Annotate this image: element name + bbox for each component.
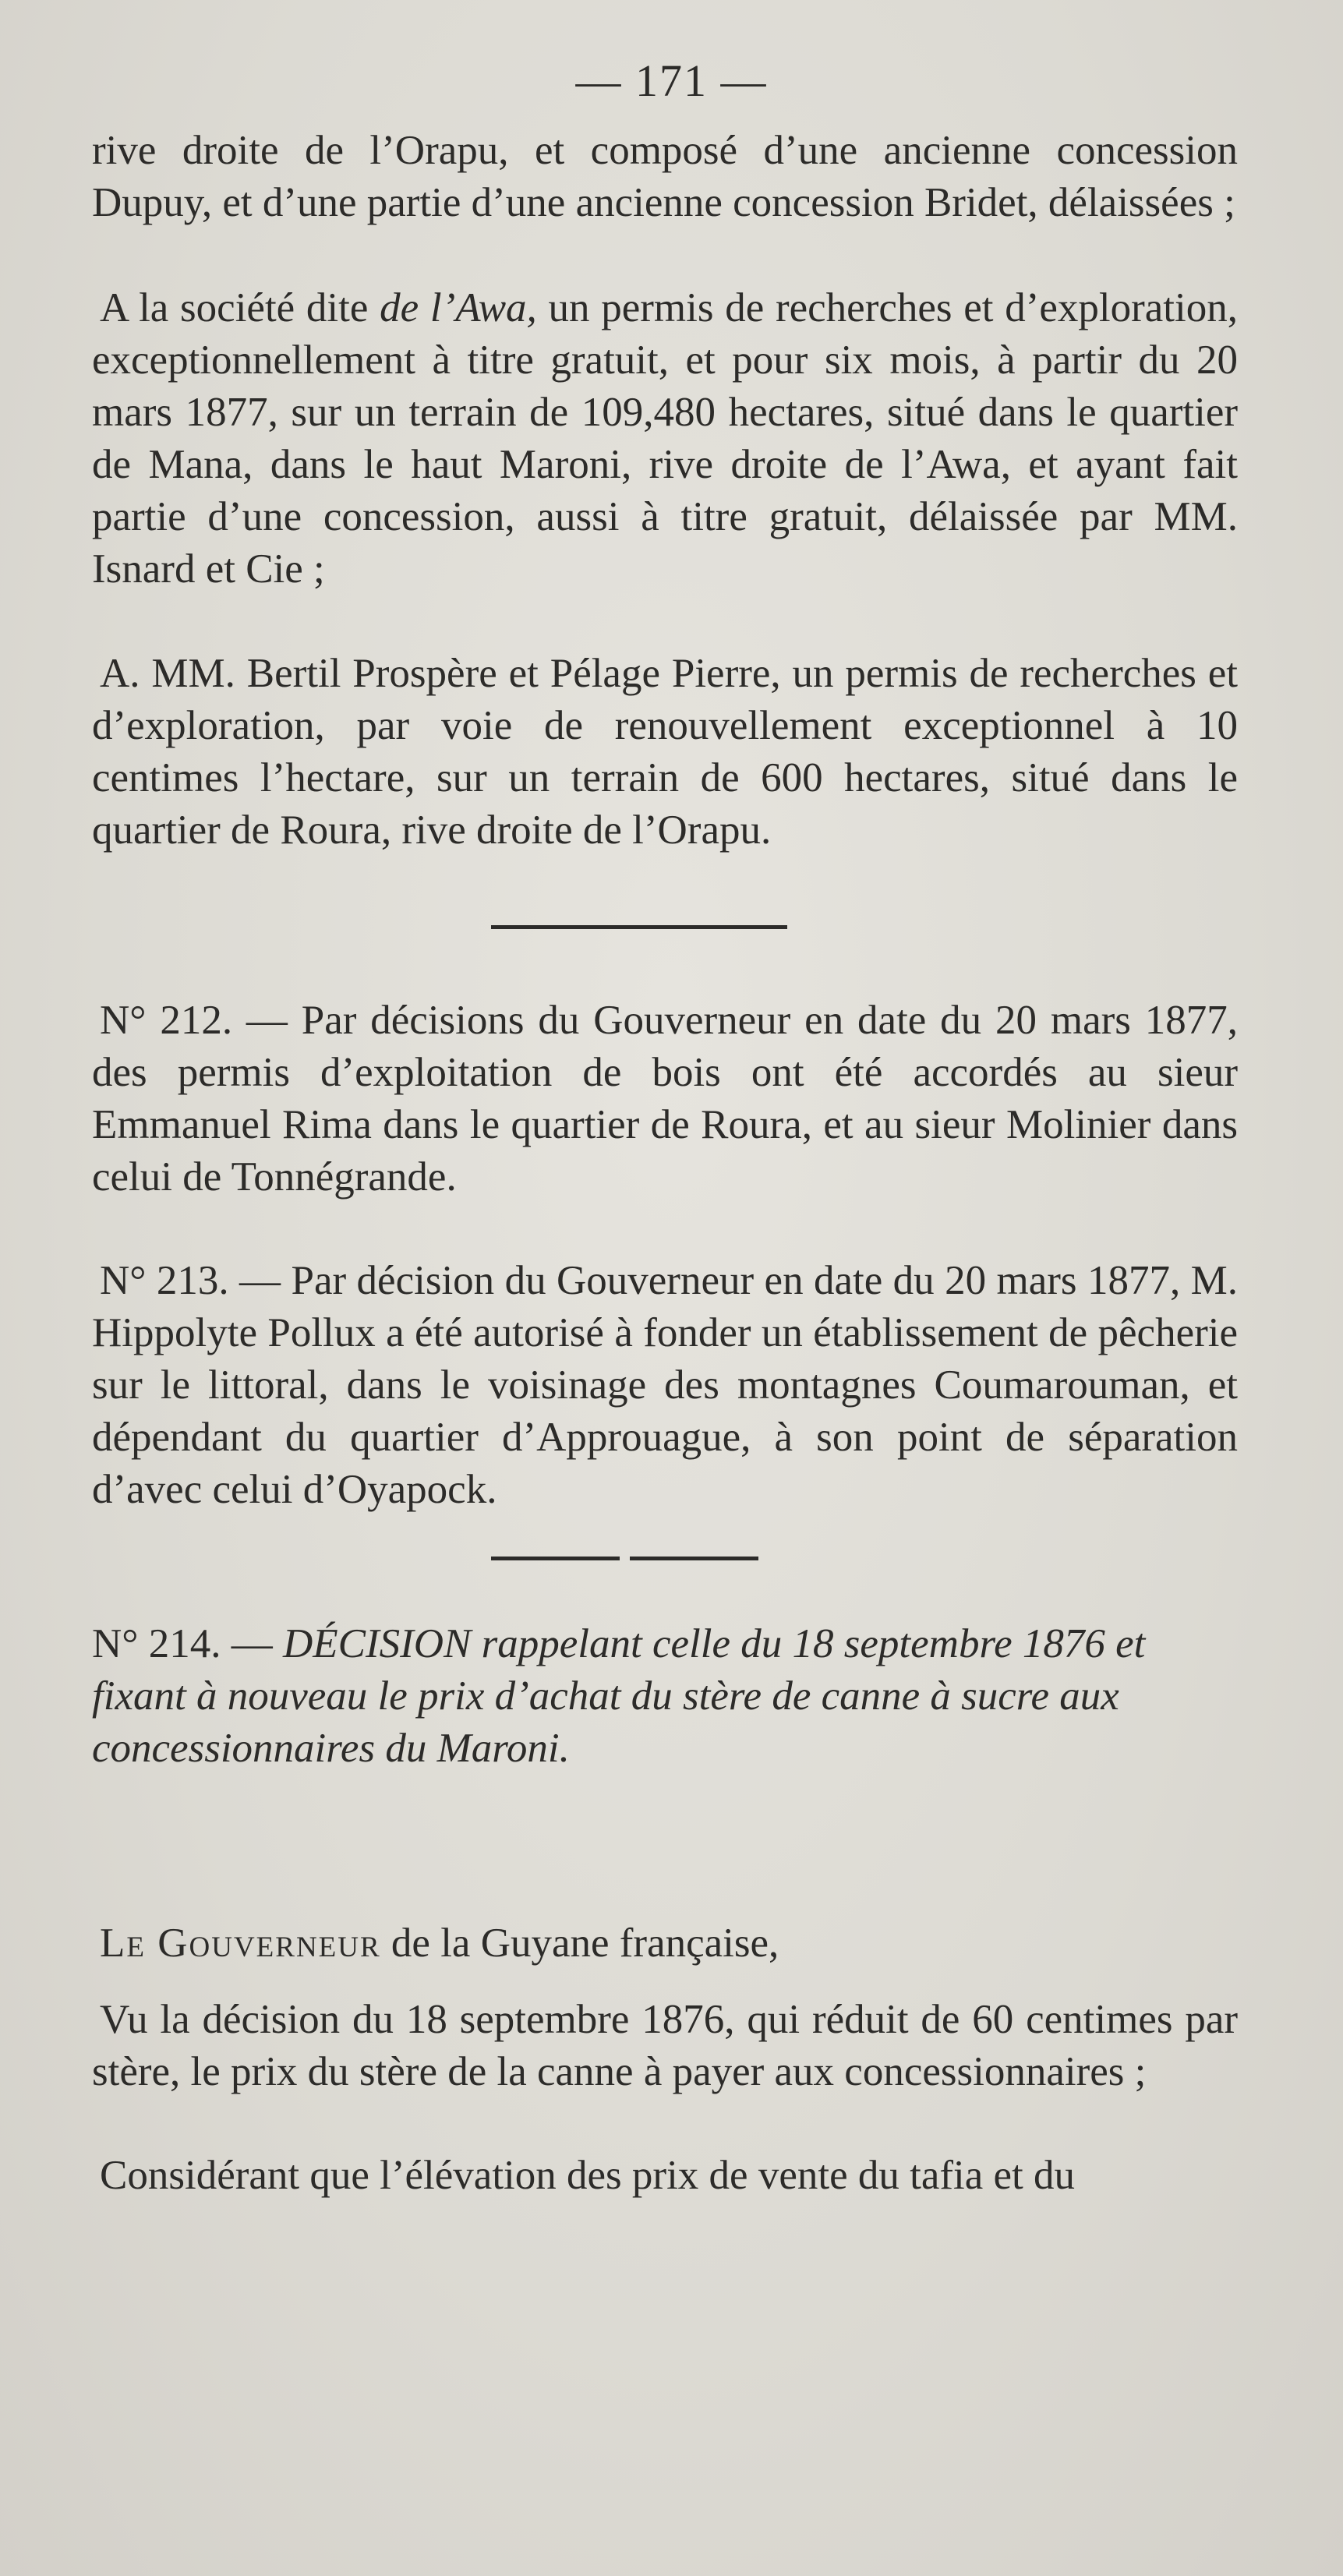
paragraph-awa-body: un permis de recherches et d’exploration, exceptionnellement à titre gratuit, et pour six mois, à partir du 20 mars 1877, sur un terrain de 109,480 hectares, situé dans le quartier de Mana, dans le haut Maroni, rive droite de l’Awa, et ayant fait partie d’une concession, aussi à titre gratuit, délaissée par MM. Isnard et Cie ; <box>92 285 1238 592</box>
section-divider <box>491 925 787 929</box>
paragraph-212: N° 212. — Par décisions du Gouverneur en date du 20 mars 1877, des permis d’exploitation de bois ont été accordés au sieur Emmanuel Rima dans le quartier de Roura, et au sieur Molinier dans celui de Tonnégrande. <box>92 998 1238 1200</box>
section-divider-left <box>491 1557 620 1560</box>
paragraph-vu: Vu la décision du 18 septembre 1876, qui réduit de 60 centimes par stère, le prix du stère de la canne à payer aux concessionnaires ; <box>92 1997 1238 2094</box>
paragraph-continuation: rive droite de l’Orapu, et composé d’une ancienne concession Dupuy, et d’une partie d’une ancienne concession Bridet, délaissées ; <box>92 128 1238 225</box>
decision-number: N° 214. — <box>92 1621 283 1666</box>
paragraph-awa-lead: A la société dite <box>100 285 380 330</box>
paragraph-considerant: Considérant que l’élévation des prix de vente du tafia et du <box>100 2153 1075 2198</box>
decision-title: DÉCISION rappelant celle du 18 septembre 1876 et fixant à nouveau le prix d’achat du stère de canne à sucre aux concessionnaires du Maroni. <box>92 1621 1146 1771</box>
paragraph-awa-name: de l’Awa, <box>380 285 537 330</box>
paragraph-bertil-pelage: A. MM. Bertil Prospère et Pélage Pierre, un permis de recherches et d’exploration, par voie de renouvellement exceptionnel à 10 centimes l’hectare, sur un terrain de 600 hectares, situé dans le quartier de Roura, rive droite de l’Orapu. <box>92 651 1238 853</box>
decision-214-heading <box>92 1618 1238 1775</box>
paragraph-governor <box>92 1917 1238 1970</box>
section-divider-right <box>630 1557 758 1560</box>
paragraph-213: N° 213. — Par décision du Gouverneur en date du 20 mars 1877, M. Hippolyte Pollux a été autorisé à fonder un établissement de pêcherie sur le littoral, dans le voisinage des montagnes Coumarouman, et dépendant du quartier d’Approuague, à son point de séparation d’avec celui d’Oyapock. <box>92 1258 1238 1512</box>
governor-rest: de la Guyane française, <box>380 1921 779 1966</box>
governor-title: Le Gouverneur <box>100 1921 381 1966</box>
paragraph-awa-society <box>92 282 1238 595</box>
page-number: — 171 — <box>575 55 768 106</box>
